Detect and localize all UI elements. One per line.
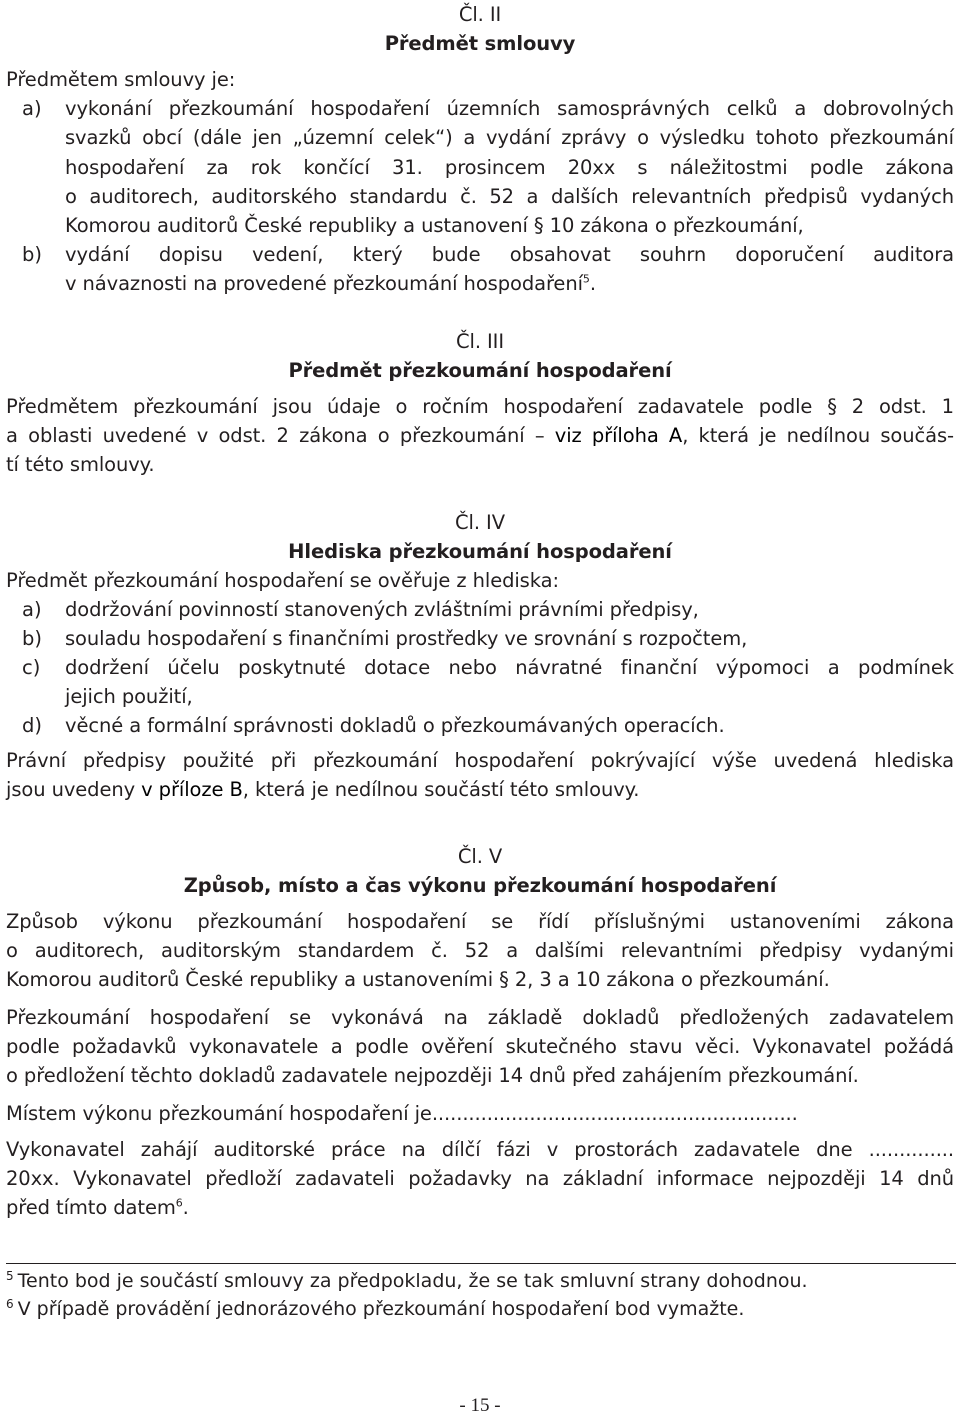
article-2-title: Předmět smlouvy — [384, 32, 576, 55]
footnote-6 — [6, 1296, 744, 1322]
article-4-intro: Předmět přezkoumání hospodaření se ověřuje z hlediska: — [6, 569, 559, 592]
article-4-para-text-a: jsou uvedeny — [6, 778, 142, 801]
article-5-title: Způsob, místo a čas výkonu přezkoumání hospodaření — [183, 874, 777, 897]
article-3-text-c: , která je nedílnou součás- — [682, 424, 954, 447]
article-5-place: Místem výkonu přezkoumání hospodaření je............................................................ — [6, 1102, 798, 1125]
article-5-number: Čl. V — [457, 845, 503, 868]
article-5-p1-line-3: Komorou auditorů České republiky a ustanoveními § 2, 3 a 10 zákona o přezkoumání. — [6, 968, 830, 991]
footnote-ref-6: 6 — [175, 1196, 183, 1210]
aspect-a-label: a) — [22, 598, 42, 621]
item-a-line-4: o auditorech, auditorského standardu č. 52 a dalších relevantních předpisů vydaných — [65, 185, 954, 208]
item-b-line-1: vydání dopisu vedení, který bude obsahovat souhrn doporučení auditora — [65, 243, 954, 266]
article-4-para-text-c: , která je nedílnou součástí této smlouvy. — [242, 778, 640, 801]
article-5-p4-line-1: Vykonavatel zahájí auditorské práce na dílčí fázi v prostorách zadavatele dne .............. — [6, 1138, 954, 1161]
footnote-6-number: 6 — [6, 1296, 14, 1311]
item-a-line-5: Komorou auditorů České republiky a ustanovení § 10 zákona o přezkoumání, — [65, 214, 804, 237]
item-b-line-2 — [65, 269, 954, 298]
aspect-c-continuation: jejich použití, — [65, 685, 193, 708]
article-3-line-2 — [6, 421, 954, 450]
annex-a-reference: viz příloha A — [554, 424, 683, 447]
footnote-5-text: Tento bod je součástí smlouvy za předpokladu, že se tak smluvní strany dohodnou. — [17, 1270, 808, 1292]
item-a-line-3: hospodaření za rok končící 31. prosincem 20xx s náležitostmi podle zákona — [65, 156, 954, 179]
article-5-p1-line-1: Způsob výkonu přezkoumání hospodaření se řídí příslušnými ustanoveními zákona — [6, 910, 954, 933]
article-5-p2-line-3: o předložení těchto dokladů zadavatele nejpozději 14 dnů před zahájením přezkoumání. — [6, 1064, 859, 1087]
article-5-p4-line-2: 20xx. Vykonavatel předloží zadavateli požadavky na základní informace nejpozději 14 dnů — [6, 1167, 954, 1190]
article-4-para-line-1: Právní předpisy použité při přezkoumání hospodaření pokrývající výše uvedená hlediska — [6, 749, 954, 772]
article-3-line-3: tí této smlouvy. — [6, 453, 155, 476]
article-5-p2-line-1: Přezkoumání hospodaření se vykonává na základě dokladů předložených zadavatelem — [6, 1006, 954, 1029]
item-b-text: v návaznosti na provedené přezkoumání hospodaření — [65, 272, 583, 295]
footnote-6-text: V případě provádění jednorázového přezkoumání hospodaření bod vymažte. — [17, 1298, 745, 1320]
footnote-5-number: 5 — [6, 1268, 14, 1283]
article-5-p4-line-3 — [6, 1193, 954, 1222]
article-4-para-line-2 — [6, 775, 954, 804]
aspect-b-text: souladu hospodaření s finančními prostředky ve srovnání s rozpočtem, — [65, 627, 748, 650]
footnote-5 — [6, 1268, 808, 1294]
item-a-line-1: vykonání přezkoumání hospodaření územních samosprávných celků a dobrovolných — [65, 97, 954, 120]
annex-b-reference: v příloze B — [141, 778, 243, 801]
aspect-a-text: dodržování povinností stanovených zvláštními právními předpisy, — [65, 598, 699, 621]
article-4-number: Čl. IV — [455, 511, 505, 534]
article-5-p2-line-2: podle požadavků vykonavatele a podle ověření skutečného stavu věci. Vykonavatel požádá — [6, 1035, 954, 1058]
footnote-ref-5: 5 — [582, 272, 590, 286]
aspect-d-text: věcné a formální správnosti dokladů o přezkoumávaných operacích. — [65, 714, 725, 737]
article-3-text-a: a oblasti uvedené v odst. 2 zákona o přezkoumání – — [6, 424, 555, 447]
article-3-number: Čl. III — [456, 330, 504, 353]
aspect-c-label: c) — [22, 656, 41, 679]
page-number: - 15 - — [459, 1395, 501, 1416]
article-5-p4-end: . — [182, 1196, 189, 1219]
item-b-label: b) — [22, 243, 42, 266]
article-3-line-1: Předmětem přezkoumání jsou údaje o ročním hospodaření zadavatele podle § 2 odst. 1 — [6, 395, 954, 418]
article-4-title: Hlediska přezkoumání hospodaření — [288, 540, 672, 563]
aspect-d-label: d) — [22, 714, 42, 737]
item-a-label: a) — [22, 97, 42, 120]
item-b-end: . — [589, 272, 596, 295]
aspect-c-text: dodržení účelu poskytnuté dotace nebo návratné finanční výpomoci a podmínek — [65, 656, 954, 679]
article-3-title: Předmět přezkoumání hospodaření — [288, 359, 672, 382]
article-5-p1-line-2: o auditorech, auditorským standardem č. 52 a dalšími relevantními předpisy vydanými — [6, 939, 954, 962]
article-2-intro: Předmětem smlouvy je: — [6, 68, 236, 91]
aspect-b-label: b) — [22, 627, 42, 650]
item-a-line-2: svazků obcí (dále jen „územní celek“) a vydání zprávy o výsledku tohoto přezkoumání — [65, 126, 954, 149]
article-2-number: Čl. II — [458, 3, 502, 26]
article-5-p4-text: před tímto datem — [6, 1196, 176, 1219]
footnote-divider — [6, 1263, 956, 1264]
